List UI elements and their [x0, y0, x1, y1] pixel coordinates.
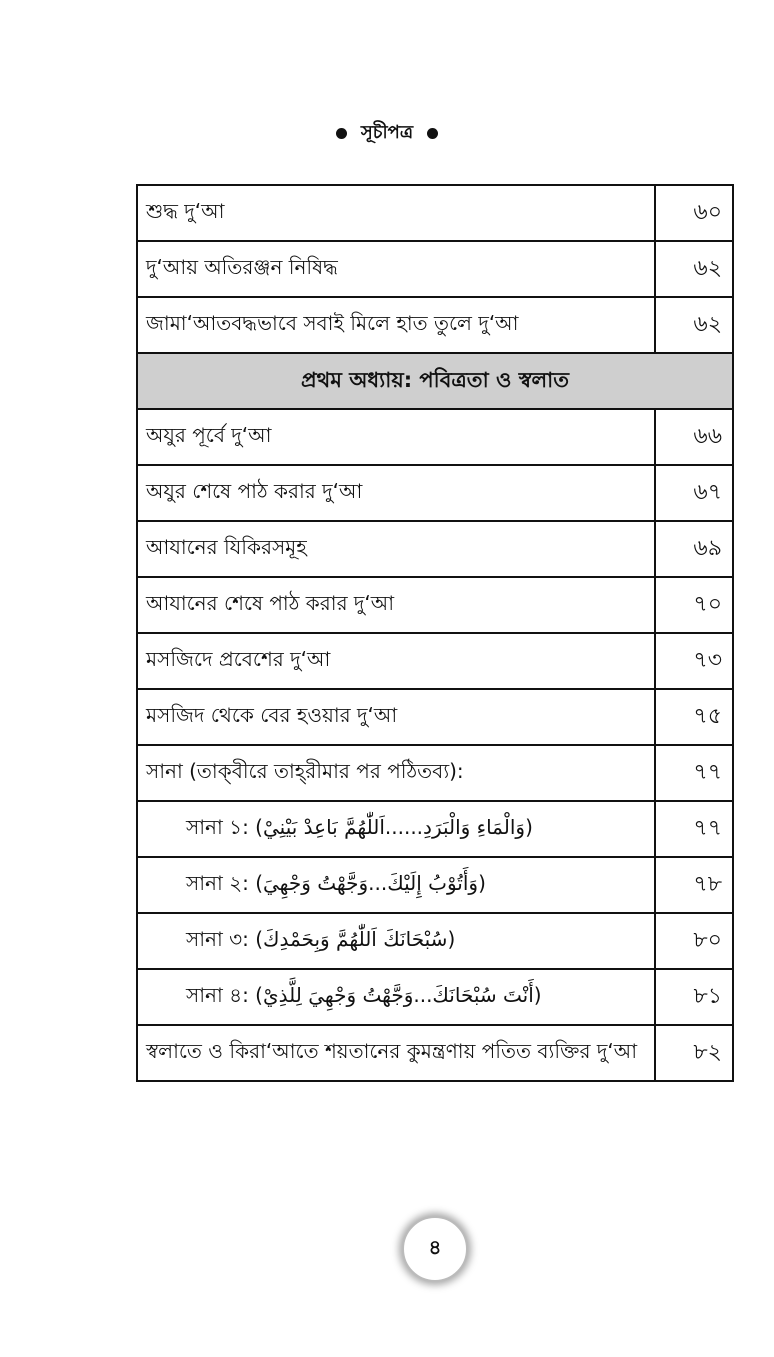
toc-entry-label: দু‘আয় অতিরঞ্জন নিষিদ্ধ	[137, 241, 655, 297]
toc-entry-label: আযানের যিকিরসমূহ	[137, 521, 655, 577]
toc-subentry-label: সানা ২: (وَأَتُوْبُ إِلَيْكَ...وَجَّهْتُ وَجْهِيَ)	[137, 857, 655, 913]
toc-entry-page: ৭৮	[655, 857, 733, 913]
toc-entry-page: ৬২	[655, 241, 733, 297]
toc-entry-page: ৬২	[655, 297, 733, 353]
toc-chapter-row	[137, 353, 733, 409]
toc-entry-page: ৬৬	[655, 409, 733, 465]
toc-row	[137, 1025, 733, 1081]
toc-entry-page: ৮১	[655, 969, 733, 1025]
toc-entry-label: সানা (তাক্‌বীরে তাহ্‌রীমার পর পঠিতব্য):	[137, 745, 655, 801]
toc-entry-label: শুদ্ধ দু‘আ	[137, 185, 655, 241]
toc-subentry-label: সানা ৩: (سُبْحَانَكَ اَللّٰهُمَّ وَبِحَمْدِكَ)	[137, 913, 655, 969]
toc-entry-page: ৬০	[655, 185, 733, 241]
toc-row	[137, 185, 733, 241]
toc-entry-page: ৮০	[655, 913, 733, 969]
toc-row	[137, 241, 733, 297]
toc-row	[137, 409, 733, 465]
toc-entry-page: ৭৭	[655, 801, 733, 857]
toc-subrow	[137, 969, 733, 1025]
toc-entry-label: অযুর পূর্বে দু‘আ	[137, 409, 655, 465]
toc-entry-page: ৮২	[655, 1025, 733, 1081]
toc-entry-label: মসজিদ থেকে বের হওয়ার দু‘আ	[137, 689, 655, 745]
toc-entry-label: মসজিদে প্রবেশের দু‘আ	[137, 633, 655, 689]
toc-subrow	[137, 913, 733, 969]
toc-entry-page: ৬৭	[655, 465, 733, 521]
page-number-badge: ৪	[402, 1216, 468, 1282]
toc-row	[137, 633, 733, 689]
toc-entry-label: জামা‘আতবদ্ধভাবে সবাই মিলে হাত তুলে দু‘আ	[137, 297, 655, 353]
toc-entry-page: ৭৫	[655, 689, 733, 745]
page-header	[0, 118, 774, 149]
toc-row	[137, 521, 733, 577]
toc-subrow	[137, 801, 733, 857]
toc-entry-page: ৭৩	[655, 633, 733, 689]
table-of-contents	[136, 184, 734, 1082]
toc-entry-label: স্বলাতে ও কিরা‘আতে শয়তানের কুমন্ত্রণায় পতিত ব্যক্তির দু‘আ	[137, 1025, 655, 1081]
page-title: সূচীপত্র	[360, 122, 414, 143]
toc-entry-page: ৬৯	[655, 521, 733, 577]
toc-entry-label: আযানের শেষে পাঠ করার দু‘আ	[137, 577, 655, 633]
toc-row	[137, 689, 733, 745]
chapter-heading: প্রথম অধ্যায়: পবিত্রতা ও স্বলাত	[137, 353, 733, 409]
toc-subrow	[137, 857, 733, 913]
toc-row	[137, 577, 733, 633]
toc-row	[137, 745, 733, 801]
bullet-dot-left	[336, 128, 347, 139]
bullet-dot-right	[427, 128, 438, 139]
toc-entry-page: ৭৭	[655, 745, 733, 801]
toc-row	[137, 465, 733, 521]
toc-row	[137, 297, 733, 353]
toc-entry-label: অযুর শেষে পাঠ করার দু‘আ	[137, 465, 655, 521]
toc-subentry-label: সানা ১: (وَالْمَاءِ وَالْبَرَدِ......اَللّٰهُمَّ بَاعِدْ بَيْنِيْ)	[137, 801, 655, 857]
toc-subentry-label: সানা ৪: (أَنْتَ سُبْحَانَكَ...وَجَّهْتُ وَجْهِيَ لِلَّذِيْ)	[137, 969, 655, 1025]
toc-entry-page: ৭০	[655, 577, 733, 633]
